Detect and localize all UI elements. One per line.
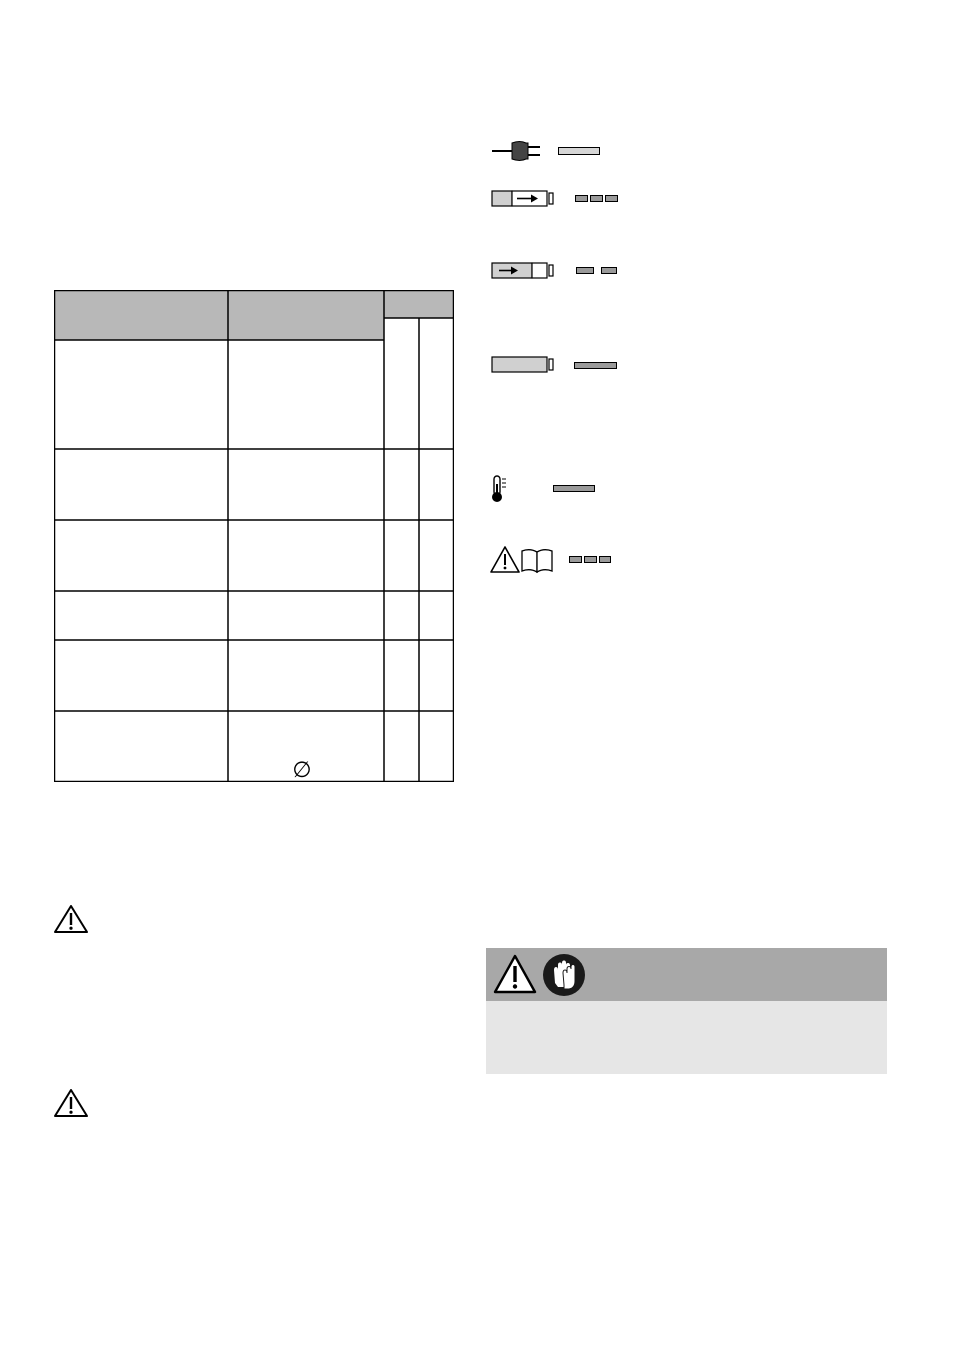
thermometer-icon [489,474,511,504]
diameter-symbol: ∅ [292,757,312,782]
legend-bar-medium [574,362,618,370]
tool-push-in-icon [491,190,555,208]
legend-bar-double [576,267,620,275]
protective-gloves-icon [542,953,586,1002]
legend-bar-long [558,147,602,156]
legend-bar-temperature [553,485,597,493]
legend-bar-triple-2 [569,556,613,564]
specification-table [54,290,454,782]
legend-bar-triple [575,195,619,203]
tool-pull-out-icon [491,262,555,280]
warning-triangle-icon [53,904,89,939]
tool-holder-icon [491,356,555,374]
warning-box-header [486,948,887,1001]
table-grid [54,290,454,782]
power-plug-icon [490,138,546,164]
warning-triangle-icon [53,1088,89,1123]
warning-triangle-icon [492,953,538,1000]
warning-box-body [486,1001,887,1074]
warning-box [486,948,887,1074]
warning-read-manual-icon [490,545,556,575]
